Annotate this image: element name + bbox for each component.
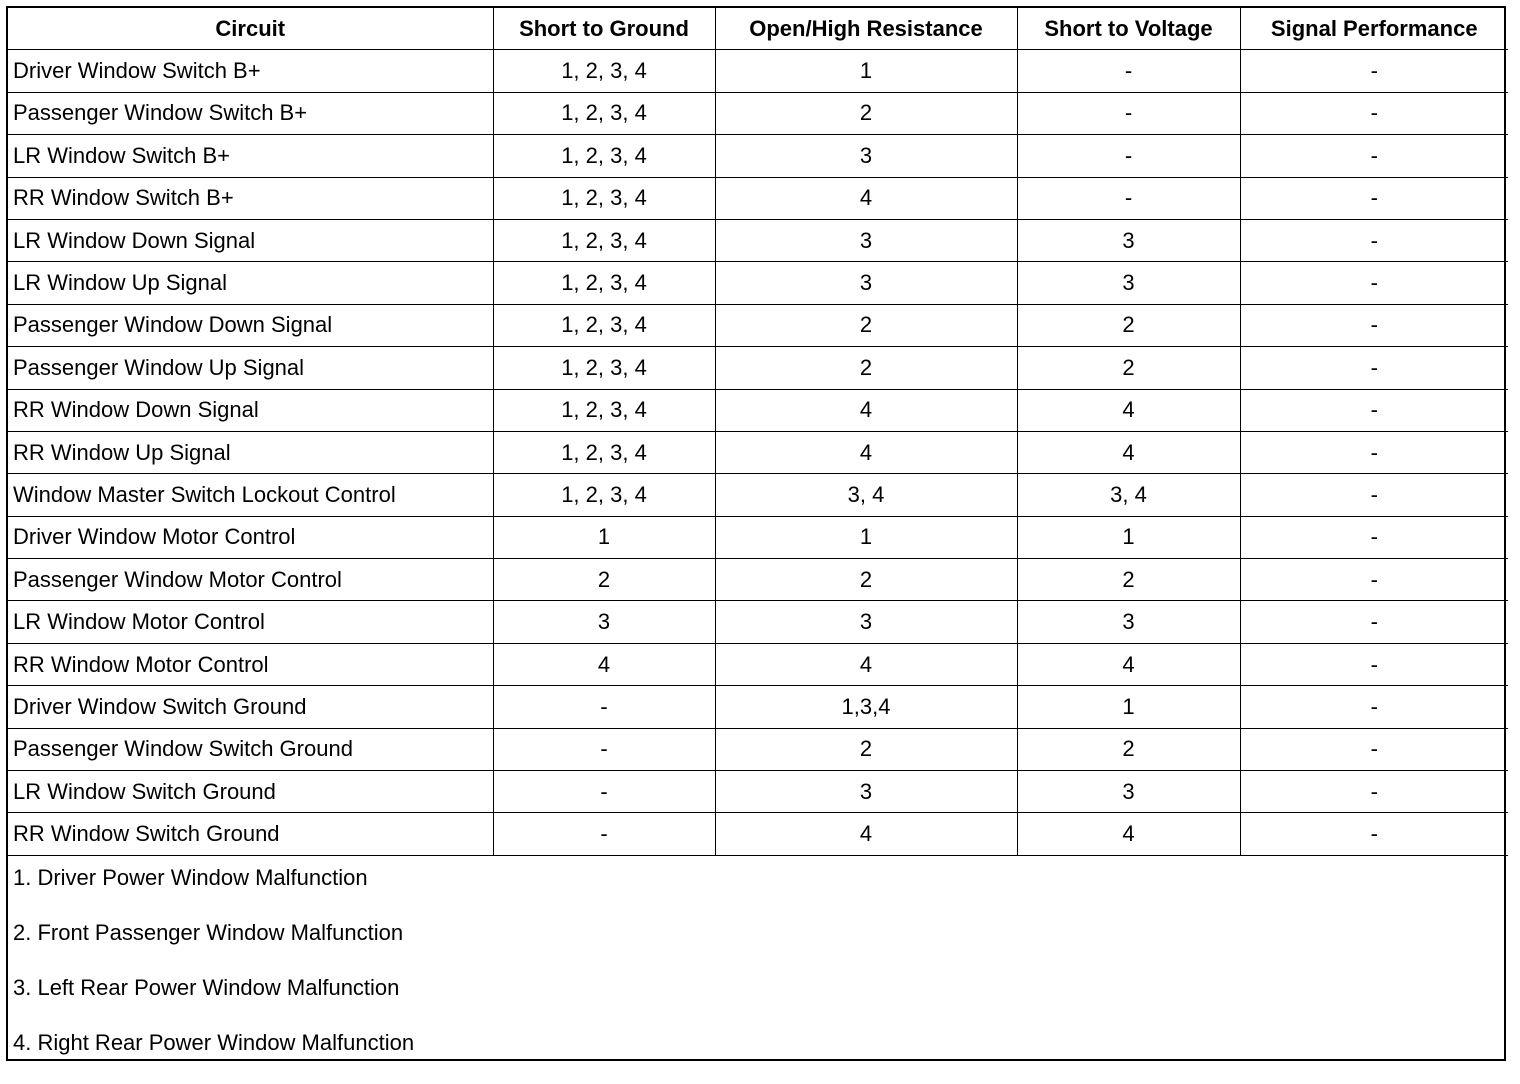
table-row <box>8 262 1508 304</box>
cell-circuit-name: LR Window Switch B+ <box>8 135 493 177</box>
cell-circuit-name: Driver Window Motor Control <box>8 516 493 558</box>
cell-open-high-resistance: 2 <box>715 347 1017 389</box>
cell-signal-performance: - <box>1240 389 1508 431</box>
cell-short-to-voltage: - <box>1017 92 1240 134</box>
cell-circuit-name: RR Window Motor Control <box>8 643 493 685</box>
cell-signal-performance: - <box>1240 50 1508 92</box>
cell-short-to-ground: 3 <box>493 601 715 643</box>
table-row <box>8 50 1508 92</box>
legend-note: 3. Left Rear Power Window Malfunction <box>13 974 400 1000</box>
legend-note: 1. Driver Power Window Malfunction <box>13 864 368 890</box>
cell-short-to-voltage: 3 <box>1017 601 1240 643</box>
cell-short-to-voltage: 4 <box>1017 431 1240 473</box>
cell-circuit-name: RR Window Switch B+ <box>8 177 493 219</box>
cell-short-to-voltage: 2 <box>1017 304 1240 346</box>
cell-open-high-resistance: 3 <box>715 771 1017 813</box>
cell-circuit-name: LR Window Up Signal <box>8 262 493 304</box>
cell-short-to-ground: 1 <box>493 516 715 558</box>
cell-open-high-resistance: 4 <box>715 431 1017 473</box>
cell-signal-performance: - <box>1240 559 1508 601</box>
table-row <box>8 389 1508 431</box>
cell-circuit-name: Driver Window Switch B+ <box>8 50 493 92</box>
cell-short-to-ground: 1, 2, 3, 4 <box>493 219 715 261</box>
header-open-high-resistance: Open/High Resistance <box>715 8 1017 50</box>
cell-short-to-ground: 1, 2, 3, 4 <box>493 135 715 177</box>
cell-open-high-resistance: 4 <box>715 177 1017 219</box>
cell-signal-performance: - <box>1240 601 1508 643</box>
cell-open-high-resistance: 1 <box>715 50 1017 92</box>
legend-note: 4. Right Rear Power Window Malfunction <box>13 1029 415 1055</box>
header-short-to-ground: Short to Ground <box>493 8 715 50</box>
cell-short-to-ground: 1, 2, 3, 4 <box>493 92 715 134</box>
cell-short-to-voltage: 4 <box>1017 813 1240 855</box>
cell-short-to-voltage: 2 <box>1017 728 1240 770</box>
table-row <box>8 474 1508 516</box>
cell-signal-performance: - <box>1240 262 1508 304</box>
cell-short-to-ground: 1, 2, 3, 4 <box>493 50 715 92</box>
cell-short-to-voltage: 3 <box>1017 219 1240 261</box>
header-circuit: Circuit <box>8 8 493 50</box>
cell-short-to-voltage: 3 <box>1017 262 1240 304</box>
table-row <box>8 813 1508 855</box>
table-row <box>8 728 1508 770</box>
cell-signal-performance: - <box>1240 431 1508 473</box>
cell-short-to-ground: - <box>493 771 715 813</box>
cell-signal-performance: - <box>1240 813 1508 855</box>
table-row <box>8 304 1508 346</box>
table-row <box>8 516 1508 558</box>
cell-open-high-resistance: 4 <box>715 389 1017 431</box>
cell-short-to-ground: 1, 2, 3, 4 <box>493 177 715 219</box>
cell-circuit-name: LR Window Switch Ground <box>8 771 493 813</box>
legend-note: 2. Front Passenger Window Malfunction <box>13 919 404 945</box>
cell-open-high-resistance: 1,3,4 <box>715 686 1017 728</box>
cell-short-to-ground: 2 <box>493 559 715 601</box>
cell-short-to-voltage: 2 <box>1017 347 1240 389</box>
table-row <box>8 347 1508 389</box>
cell-open-high-resistance: 3 <box>715 135 1017 177</box>
cell-open-high-resistance: 2 <box>715 92 1017 134</box>
cell-circuit-name: LR Window Motor Control <box>8 601 493 643</box>
cell-circuit-name: RR Window Down Signal <box>8 389 493 431</box>
cell-circuit-name: RR Window Switch Ground <box>8 813 493 855</box>
legend-notes <box>8 856 1504 1084</box>
table-row <box>8 686 1508 728</box>
cell-signal-performance: - <box>1240 304 1508 346</box>
cell-open-high-resistance: 4 <box>715 813 1017 855</box>
header-signal-performance: Signal Performance <box>1240 8 1508 50</box>
cell-open-high-resistance: 1 <box>715 516 1017 558</box>
cell-short-to-voltage: 2 <box>1017 559 1240 601</box>
cell-open-high-resistance: 3 <box>715 601 1017 643</box>
cell-signal-performance: - <box>1240 474 1508 516</box>
cell-circuit-name: Passenger Window Switch B+ <box>8 92 493 134</box>
cell-short-to-ground: 1, 2, 3, 4 <box>493 304 715 346</box>
cell-open-high-resistance: 2 <box>715 728 1017 770</box>
cell-circuit-name: Passenger Window Motor Control <box>8 559 493 601</box>
table-row <box>8 643 1508 685</box>
cell-open-high-resistance: 3 <box>715 262 1017 304</box>
cell-open-high-resistance: 2 <box>715 304 1017 346</box>
cell-short-to-voltage: - <box>1017 135 1240 177</box>
cell-open-high-resistance: 2 <box>715 559 1017 601</box>
cell-short-to-ground: - <box>493 813 715 855</box>
table-body <box>8 50 1508 855</box>
cell-circuit-name: RR Window Up Signal <box>8 431 493 473</box>
cell-short-to-ground: 1, 2, 3, 4 <box>493 431 715 473</box>
cell-signal-performance: - <box>1240 771 1508 813</box>
circuit-diagnostic-document <box>6 6 1506 1061</box>
table-row <box>8 601 1508 643</box>
table-row <box>8 135 1508 177</box>
cell-circuit-name: Passenger Window Up Signal <box>8 347 493 389</box>
cell-signal-performance: - <box>1240 728 1508 770</box>
header-short-to-voltage: Short to Voltage <box>1017 8 1240 50</box>
cell-signal-performance: - <box>1240 686 1508 728</box>
cell-open-high-resistance: 3 <box>715 219 1017 261</box>
cell-short-to-ground: 1, 2, 3, 4 <box>493 389 715 431</box>
cell-circuit-name: Driver Window Switch Ground <box>8 686 493 728</box>
cell-signal-performance: - <box>1240 219 1508 261</box>
cell-signal-performance: - <box>1240 92 1508 134</box>
cell-open-high-resistance: 3, 4 <box>715 474 1017 516</box>
cell-short-to-voltage: - <box>1017 177 1240 219</box>
cell-short-to-ground: 1, 2, 3, 4 <box>493 474 715 516</box>
cell-circuit-name: Passenger Window Switch Ground <box>8 728 493 770</box>
cell-short-to-voltage: 4 <box>1017 643 1240 685</box>
cell-short-to-voltage: 1 <box>1017 516 1240 558</box>
cell-short-to-ground: - <box>493 728 715 770</box>
cell-short-to-ground: - <box>493 686 715 728</box>
cell-short-to-ground: 4 <box>493 643 715 685</box>
cell-circuit-name: Window Master Switch Lockout Control <box>8 474 493 516</box>
circuit-fault-table <box>8 8 1508 856</box>
cell-open-high-resistance: 4 <box>715 643 1017 685</box>
cell-short-to-voltage: 1 <box>1017 686 1240 728</box>
cell-short-to-ground: 1, 2, 3, 4 <box>493 262 715 304</box>
cell-circuit-name: Passenger Window Down Signal <box>8 304 493 346</box>
cell-signal-performance: - <box>1240 135 1508 177</box>
cell-signal-performance: - <box>1240 177 1508 219</box>
table-header-row <box>8 8 1508 50</box>
table-row <box>8 92 1508 134</box>
table-row <box>8 219 1508 261</box>
table-row <box>8 431 1508 473</box>
cell-short-to-voltage: 3, 4 <box>1017 474 1240 516</box>
cell-signal-performance: - <box>1240 643 1508 685</box>
table-row <box>8 771 1508 813</box>
cell-circuit-name: LR Window Down Signal <box>8 219 493 261</box>
cell-short-to-voltage: 3 <box>1017 771 1240 813</box>
table-row <box>8 177 1508 219</box>
cell-short-to-voltage: 4 <box>1017 389 1240 431</box>
cell-short-to-voltage: - <box>1017 50 1240 92</box>
cell-signal-performance: - <box>1240 347 1508 389</box>
cell-signal-performance: - <box>1240 516 1508 558</box>
table-row <box>8 559 1508 601</box>
cell-short-to-ground: 1, 2, 3, 4 <box>493 347 715 389</box>
